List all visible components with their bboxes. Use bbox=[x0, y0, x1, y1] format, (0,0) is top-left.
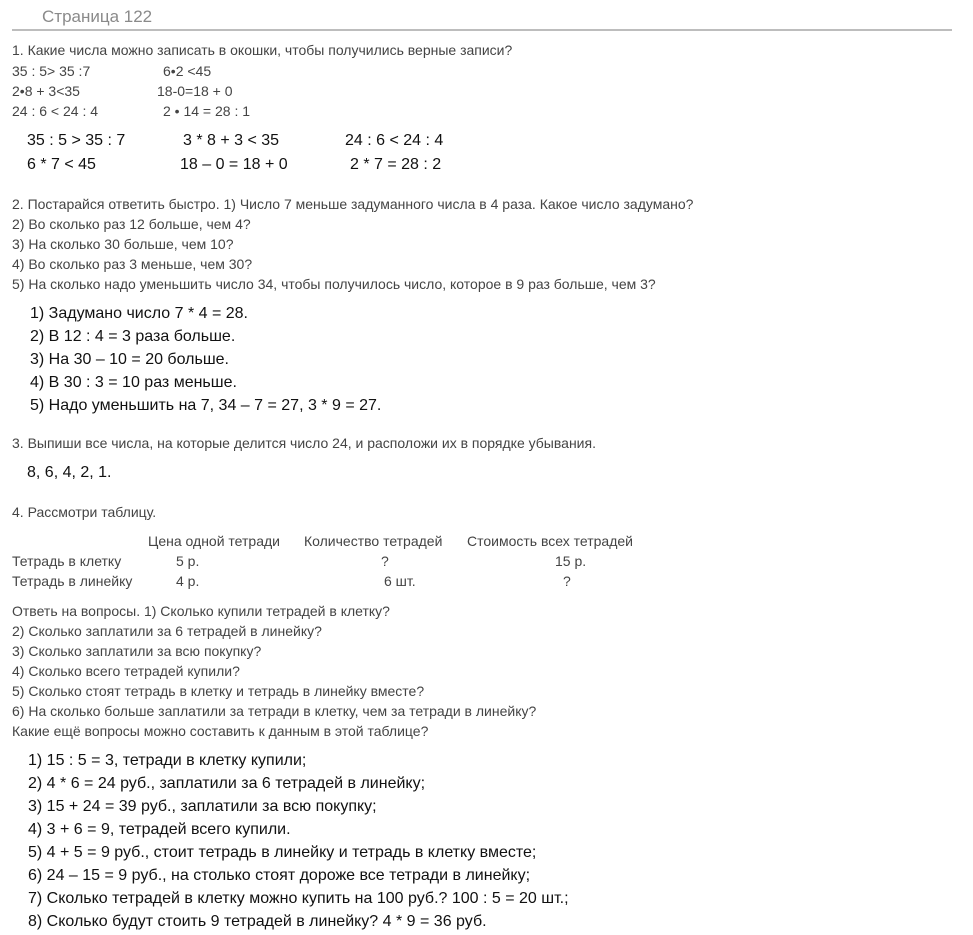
task1-expr-1b: 6•2 <45 bbox=[163, 63, 212, 79]
task1-expr-3b: 2 • 14 = 28 : 1 bbox=[163, 103, 251, 119]
task1-answer-2a: 6 * 7 < 45 bbox=[27, 156, 96, 173]
task4-question-line: 5) Сколько стоят тетрадь в клетку и тетрадь в линейку вместе? bbox=[12, 683, 425, 699]
table-header-total: Стоимость всех тетрадей bbox=[467, 533, 633, 549]
task1-answer-2c: 2 * 7 = 28 : 2 bbox=[350, 156, 442, 173]
task4-questions bbox=[12, 601, 536, 741]
task1-answer-2b: 18 – 0 = 18 + 0 bbox=[180, 156, 288, 173]
task4-answer-line: 3) 15 + 24 = 39 руб., заплатили за всю покупку; bbox=[28, 798, 377, 815]
page-title: Страница 122 bbox=[42, 7, 153, 26]
task3-question: 3. Выпиши все числа, на которые делится число 24, и расположи их в порядке убывания. bbox=[12, 435, 596, 451]
task1-question: 1. Какие числа можно записать в окошки, чтобы получились верные записи? bbox=[12, 42, 513, 58]
task1-expr-2b: 18-0=18 + 0 bbox=[157, 83, 233, 99]
table-cell-count: 6 шт. bbox=[384, 573, 416, 589]
task2-questions bbox=[12, 194, 693, 294]
task4-question-line: 2) Сколько заплатили за 6 тетрадей в линейку? bbox=[12, 623, 322, 639]
task1-expr-1a: 35 : 5> 35 :7 bbox=[12, 63, 91, 79]
table-cell-total: 15 р. bbox=[555, 553, 587, 569]
task1-answer-1a: 35 : 5 > 35 : 7 bbox=[27, 132, 126, 149]
task2-question-line: 4) Во сколько раз 3 меньше, чем 30? bbox=[12, 256, 253, 272]
table-row-label: Тетрадь в клетку bbox=[12, 553, 122, 569]
task4-answer-line: 8) Сколько будут стоить 9 тетрадей в линейку? 4 * 9 = 36 руб. bbox=[28, 913, 487, 930]
task3-answer: 8, 6, 4, 2, 1. bbox=[27, 464, 112, 481]
task4-title: 4. Рассмотри таблицу. bbox=[12, 504, 157, 520]
task1-expr-3a: 24 : 6 < 24 : 4 bbox=[12, 103, 99, 119]
table-header-price: Цена одной тетради bbox=[148, 533, 280, 549]
task2-question-line: 3) На сколько 30 больше, чем 10? bbox=[12, 236, 234, 252]
table-header-count: Количество тетрадей bbox=[304, 533, 443, 549]
table-cell-price: 5 р. bbox=[176, 553, 200, 569]
table-row-label: Тетрадь в линейку bbox=[12, 573, 133, 589]
task4-answer-line: 6) 24 – 15 = 9 руб., на столько стоят дороже все тетради в линейку; bbox=[28, 867, 531, 884]
task2-answers bbox=[30, 302, 381, 417]
task1-expr-2a: 2•8 + 3<35 bbox=[12, 83, 80, 99]
task4-question-line: Ответь на вопросы. 1) Сколько купили тетрадей в клетку? bbox=[12, 603, 390, 619]
task2-question-line: 5) На сколько надо уменьшить число 34, чтобы получилось число, которое в 9 раз больше, чем 3? bbox=[12, 276, 656, 292]
task4-answer-line: 7) Сколько тетрадей в клетку можно купить на 100 руб.? 100 : 5 = 20 шт.; bbox=[28, 890, 569, 907]
task4-answer-line: 1) 15 : 5 = 3, тетради в клетку купили; bbox=[28, 752, 307, 769]
page-header bbox=[12, 4, 952, 31]
table-cell-total: ? bbox=[563, 573, 571, 589]
task2-question-line: 2. Постарайся ответить быстро. 1) Число 7 меньше задуманного числа в 4 раза. Какое число задумано? bbox=[12, 196, 694, 212]
task4-question-line: 4) Сколько всего тетрадей купили? bbox=[12, 663, 240, 679]
task4-question-line: Какие ещё вопросы можно составить к данным в этой таблице? bbox=[12, 723, 429, 739]
task4-question-line: 3) Сколько заплатили за всю покупку? bbox=[12, 643, 262, 659]
task2-question-line: 2) Во сколько раз 12 больше, чем 4? bbox=[12, 216, 251, 232]
task4-question-line: 6) На сколько больше заплатили за тетради в клетку, чем за тетради в линейку? bbox=[12, 703, 537, 719]
task1-answer-1b: 3 * 8 + 3 < 35 bbox=[183, 132, 280, 149]
task2-answer-line: 3) На 30 – 10 = 20 больше. bbox=[30, 351, 229, 368]
task1-answer-1c: 24 : 6 < 24 : 4 bbox=[345, 132, 444, 149]
task2-answer-line: 1) Задумано число 7 * 4 = 28. bbox=[30, 305, 248, 322]
task2-answer-line: 4) В 30 : 3 = 10 раз меньше. bbox=[30, 374, 237, 391]
task2-answer-line: 5) Надо уменьшить на 7, 34 – 7 = 27, 3 * 9 = 27. bbox=[30, 397, 382, 414]
task4-answers bbox=[28, 749, 569, 933]
task4-answer-line: 2) 4 * 6 = 24 руб., заплатили за 6 тетрадей в линейку; bbox=[28, 775, 426, 792]
table-cell-price: 4 р. bbox=[176, 573, 200, 589]
task4-answer-line: 4) 3 + 6 = 9, тетрадей всего купили. bbox=[28, 821, 291, 838]
table-cell-count: ? bbox=[381, 553, 389, 569]
task4-answer-line: 5) 4 + 5 = 9 руб., стоит тетрадь в линейку и тетрадь в клетку вместе; bbox=[28, 844, 537, 861]
task2-answer-line: 2) В 12 : 4 = 3 раза больше. bbox=[30, 328, 236, 345]
